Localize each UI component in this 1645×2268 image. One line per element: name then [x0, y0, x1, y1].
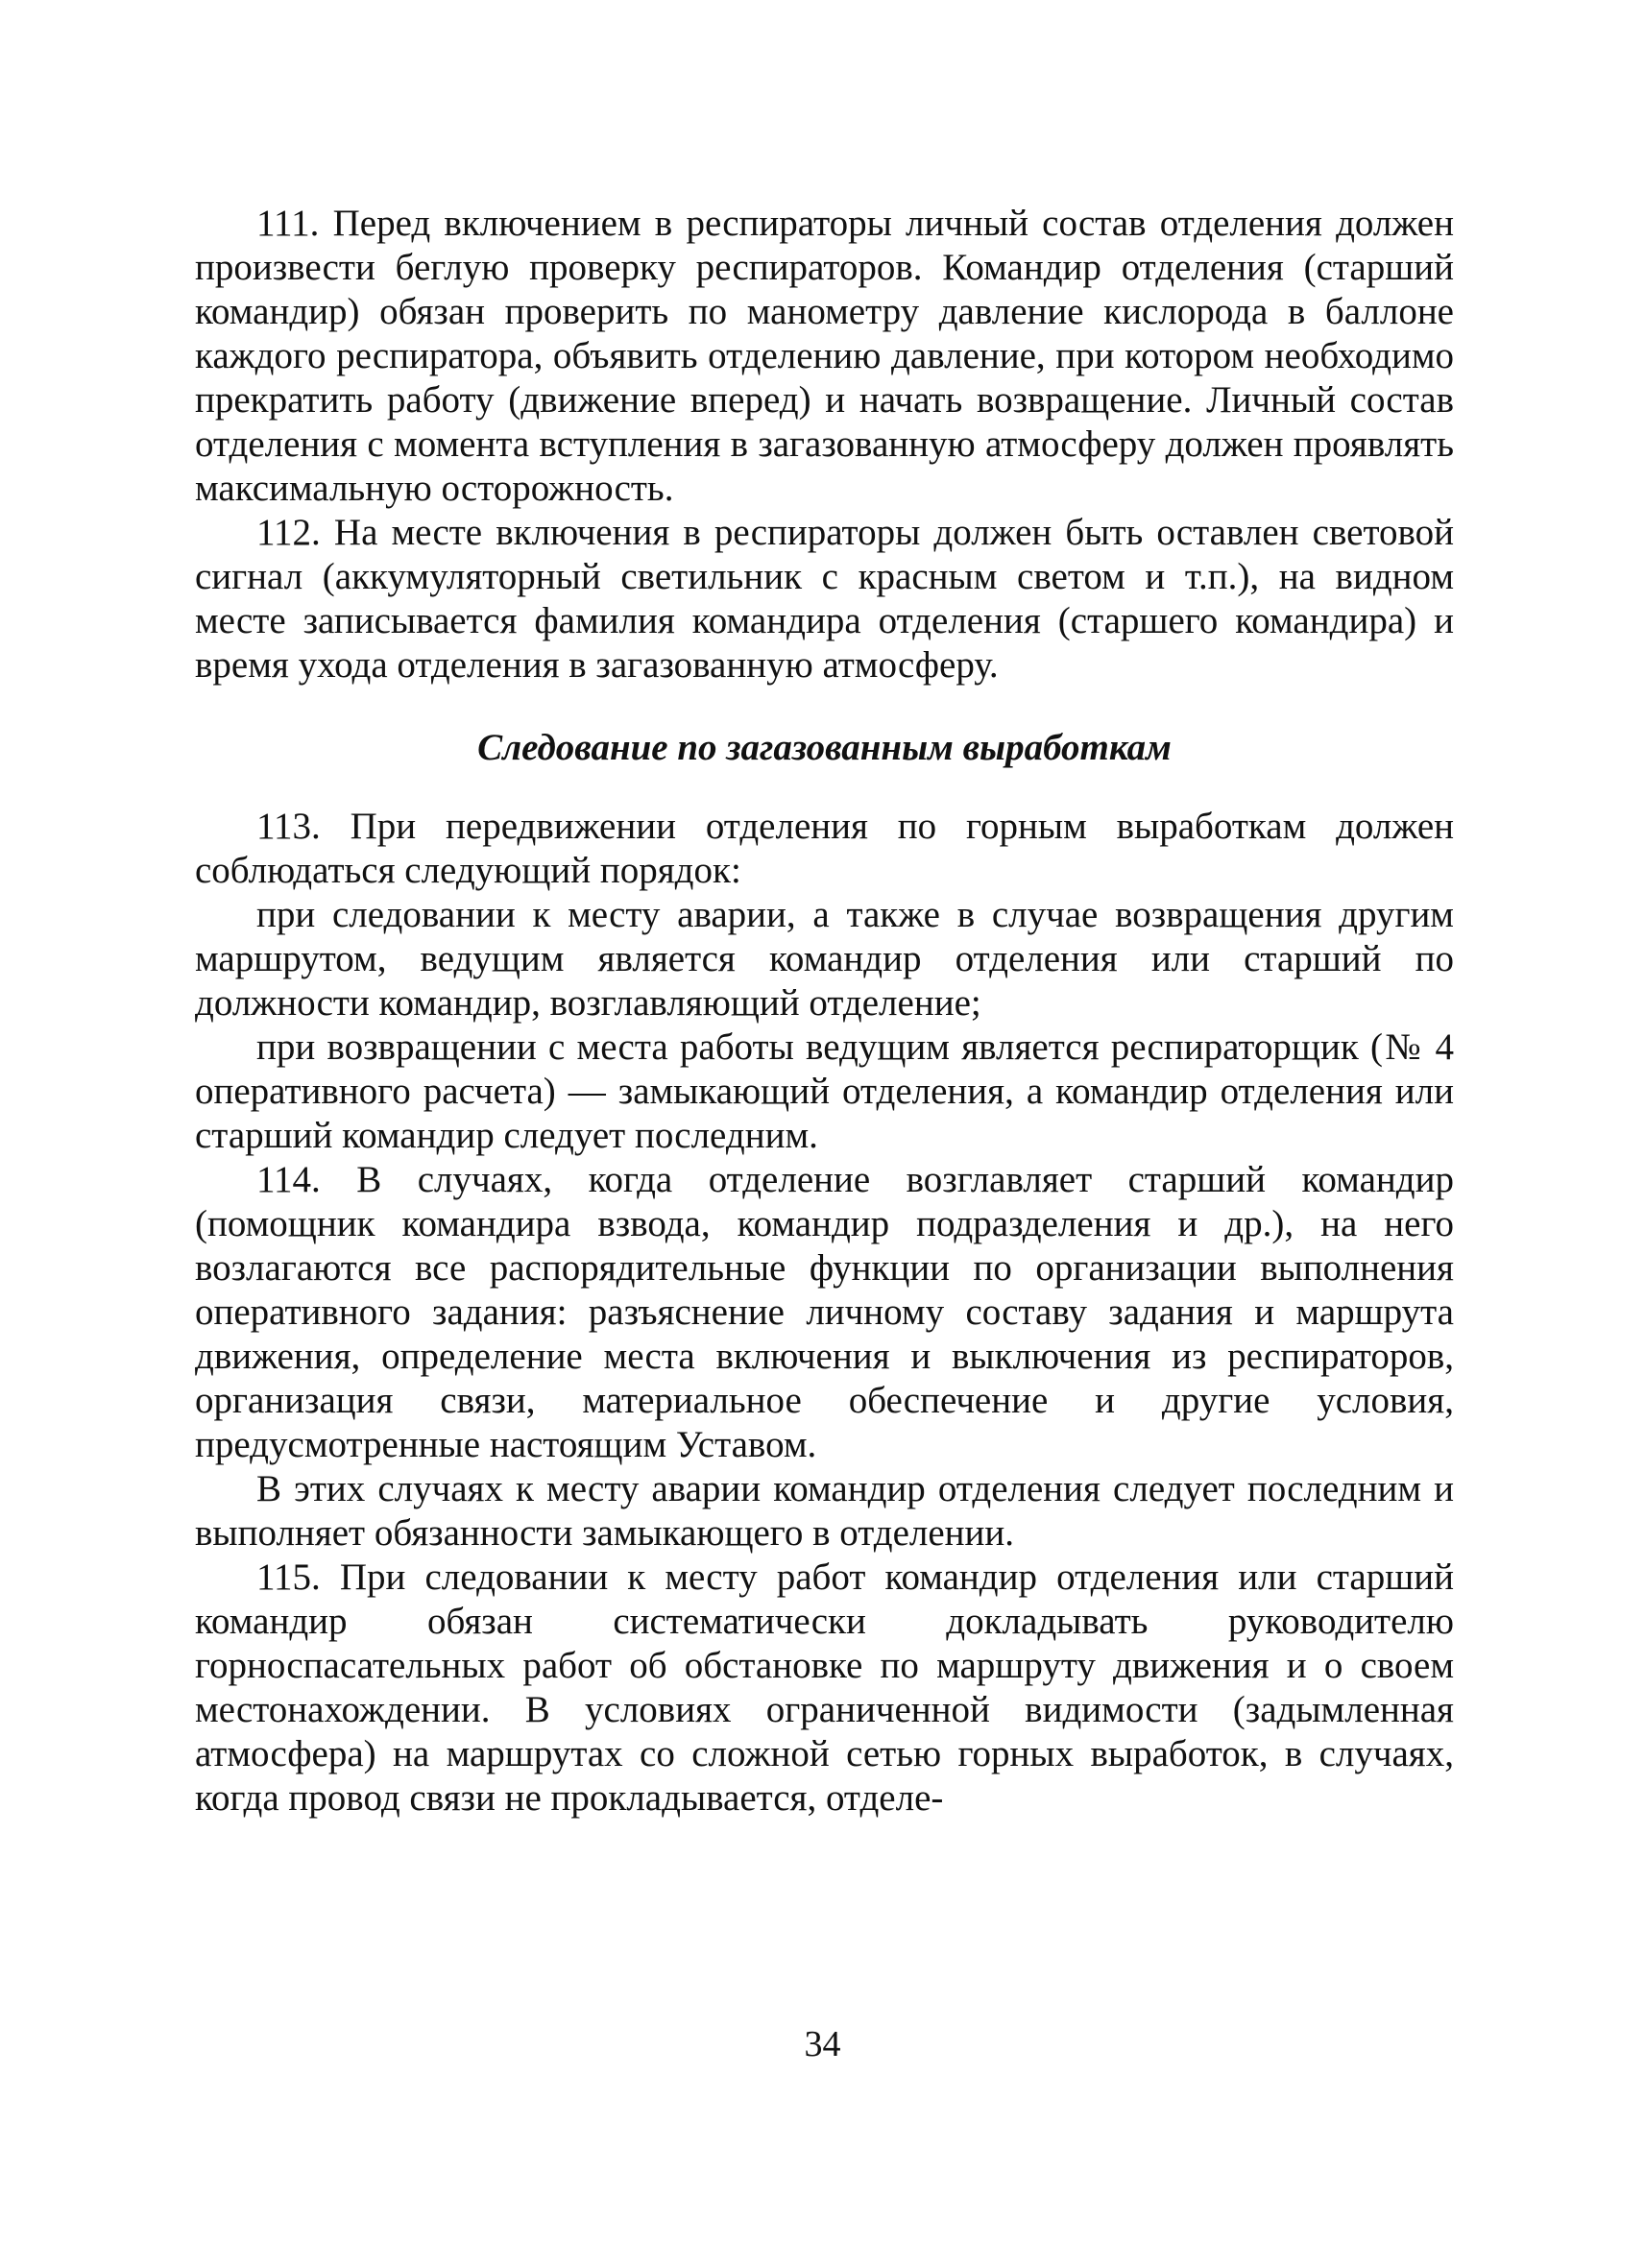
paragraph-111: 111. Перед включением в респираторы личный состав отделения должен произвести беглую проверку респираторов. Командир отделения (старший командир) обязан проверить по манометру давление кислорода в баллоне каждого респиратора, объявить отделению давление, при котором необходимо прекратить работу (движение вперед) и начать возвращение. Личный состав отделения с момента вступления в загазованную атмосферу должен проявлять максимальную осторожность.	[195, 203, 1454, 509]
paragraph-113: 113. При передвижении отделения по горным выработкам должен соблюдаться следующий порядок:	[195, 806, 1454, 891]
page-number: 34	[804, 2024, 841, 2064]
page-body	[195, 202, 1454, 1821]
paragraph-113-item-return: при возвращении с места работы ведущим является респираторщик (№ 4 оперативного расчета) — замыкающий отделения, а командир отделения или старший командир следует последним.	[195, 1026, 1454, 1156]
section-heading: Следование по загазованным выработкам	[477, 727, 1172, 768]
paragraph-114: 114. В случаях, когда отделение возглавляет старший командир (помощник командира взвода, командир подразделения и др.), на него возлагаются все распорядительные функции по организации выполнения оперативного задания: разъяснение личному составу задания и маршрута движения, определение места включения и выключения из респираторов, организация связи, материальное обеспечение и другие условия, предусмотренные настоящим Уставом.	[195, 1159, 1454, 1465]
paragraph-115: 115. При следовании к месту работ командир отделения или старший командир обязан систематически докладывать руководителю горноспасательных работ об обстановке по маршруту движения и о своем местонахождении. В условиях ограниченной видимости (задымленная атмосфера) на маршрутах со сложной сетью горных выработок, в случаях, когда провод связи не прокладывается, отделе-	[195, 1556, 1454, 1819]
paragraph-112: 112. На месте включения в респираторы должен быть оставлен световой сигнал (аккумуляторный светильник с красным светом и т.п.), на видном месте записывается фамилия командира отделения (старшего командира) и время ухода отделения в загазованную атмосферу.	[195, 512, 1454, 686]
paragraph-114-continuation: В этих случаях к месту аварии командир отделения следует последним и выполняет обязанности замыкающего в отделении.	[195, 1468, 1454, 1554]
paragraph-113-item-forward: при следовании к месту аварии, а также в случае возвращения другим маршрутом, ведущим является командир отделения или старший по должности командир, возглавляющий отделение;	[195, 894, 1454, 1024]
